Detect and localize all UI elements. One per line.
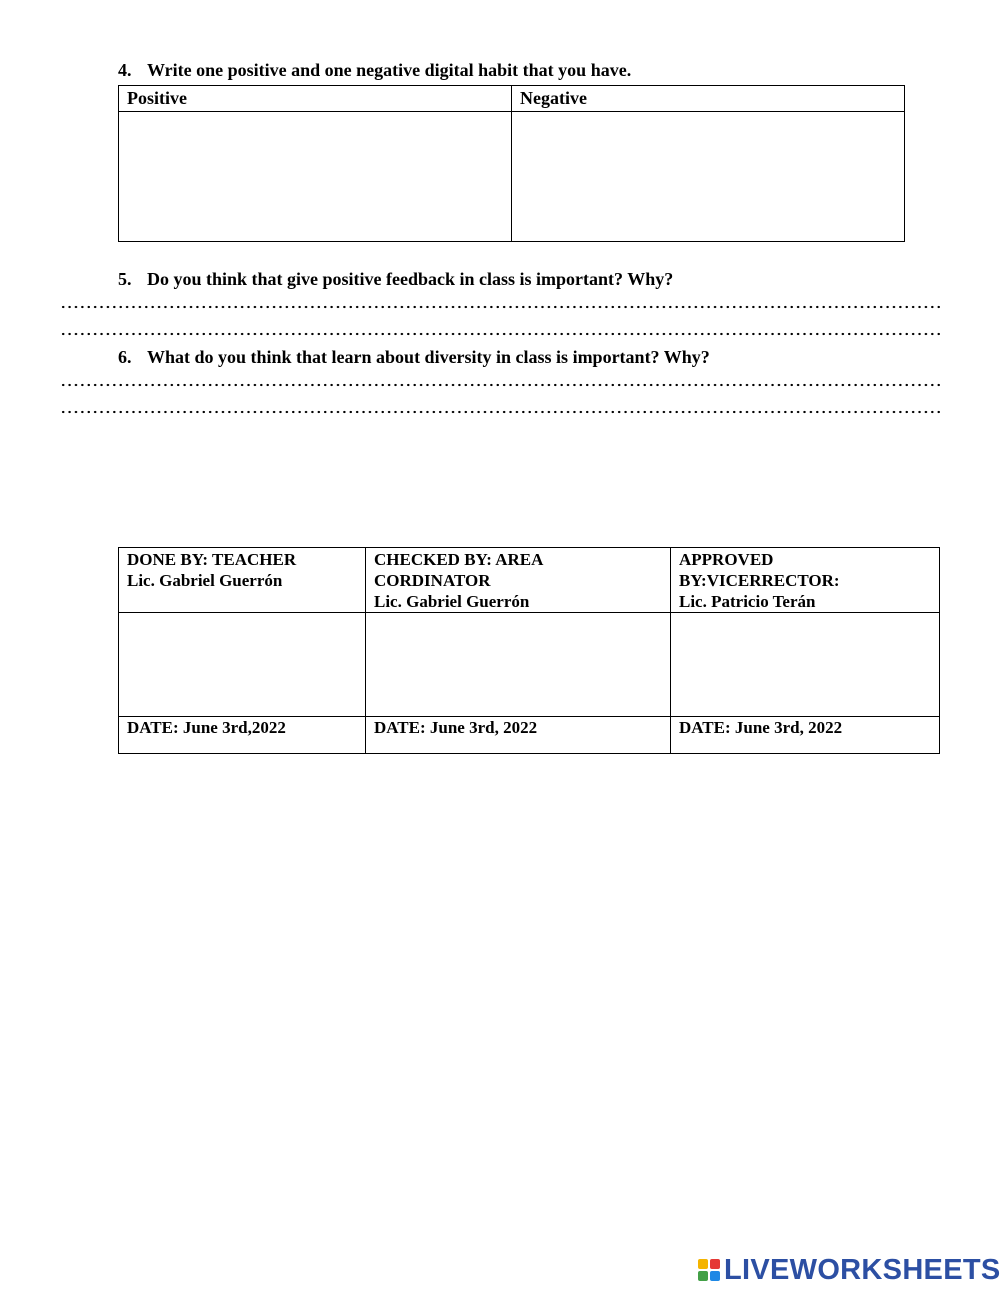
checked-by-signature-cell [366,613,671,717]
negative-answer-cell[interactable] [512,112,905,242]
approved-by-signature-cell [671,613,940,717]
approved-by-cell [671,548,940,613]
liveworksheets-logo [698,1254,1000,1286]
habits-table [118,85,905,242]
question-text: Write one positive and one negative digital habit that you have. [147,60,632,80]
checked-by-cell [366,548,671,613]
liveworksheets-logo-icon [698,1259,720,1281]
signoff-table [118,547,940,754]
question-4 [118,60,631,81]
approved-by-date: DATE: June 3rd, 2022 [671,717,940,754]
checked-by-date: DATE: June 3rd, 2022 [366,717,671,754]
negative-header: Negative [512,86,905,112]
done-by-date: DATE: June 3rd,2022 [119,717,366,754]
answer-line-5a[interactable] [60,303,940,311]
answer-line-5b[interactable] [60,330,940,338]
positive-header: Positive [119,86,512,112]
question-number: 4. [118,60,132,80]
done-by-name: Lic. Gabriel Guerrón [127,571,283,590]
done-by-signature-cell [119,613,366,717]
answer-line-6a[interactable] [60,381,940,389]
approved-by-name: Lic. Patricio Terán [679,592,816,611]
done-by-cell [119,548,366,613]
positive-answer-cell[interactable] [119,112,512,242]
question-6 [118,347,710,368]
checked-by-name: Lic. Gabriel Guerrón [374,592,530,611]
approved-by-role: APPROVED BY:VICERRECTOR: [679,550,840,590]
brand-text: LIVEWORKSHEETS [724,1253,1000,1286]
question-number: 6. [118,347,132,367]
done-by-role: DONE BY: TEACHER [127,550,297,569]
question-number: 5. [118,269,132,289]
question-5 [118,269,673,290]
checked-by-role-line1: CHECKED BY: AREA [374,550,544,569]
checked-by-role-line2: CORDINATOR [374,571,491,590]
answer-line-6b[interactable] [60,408,940,416]
question-text: What do you think that learn about diversity in class is important? Why? [147,347,710,367]
question-text: Do you think that give positive feedback in class is important? Why? [147,269,674,289]
